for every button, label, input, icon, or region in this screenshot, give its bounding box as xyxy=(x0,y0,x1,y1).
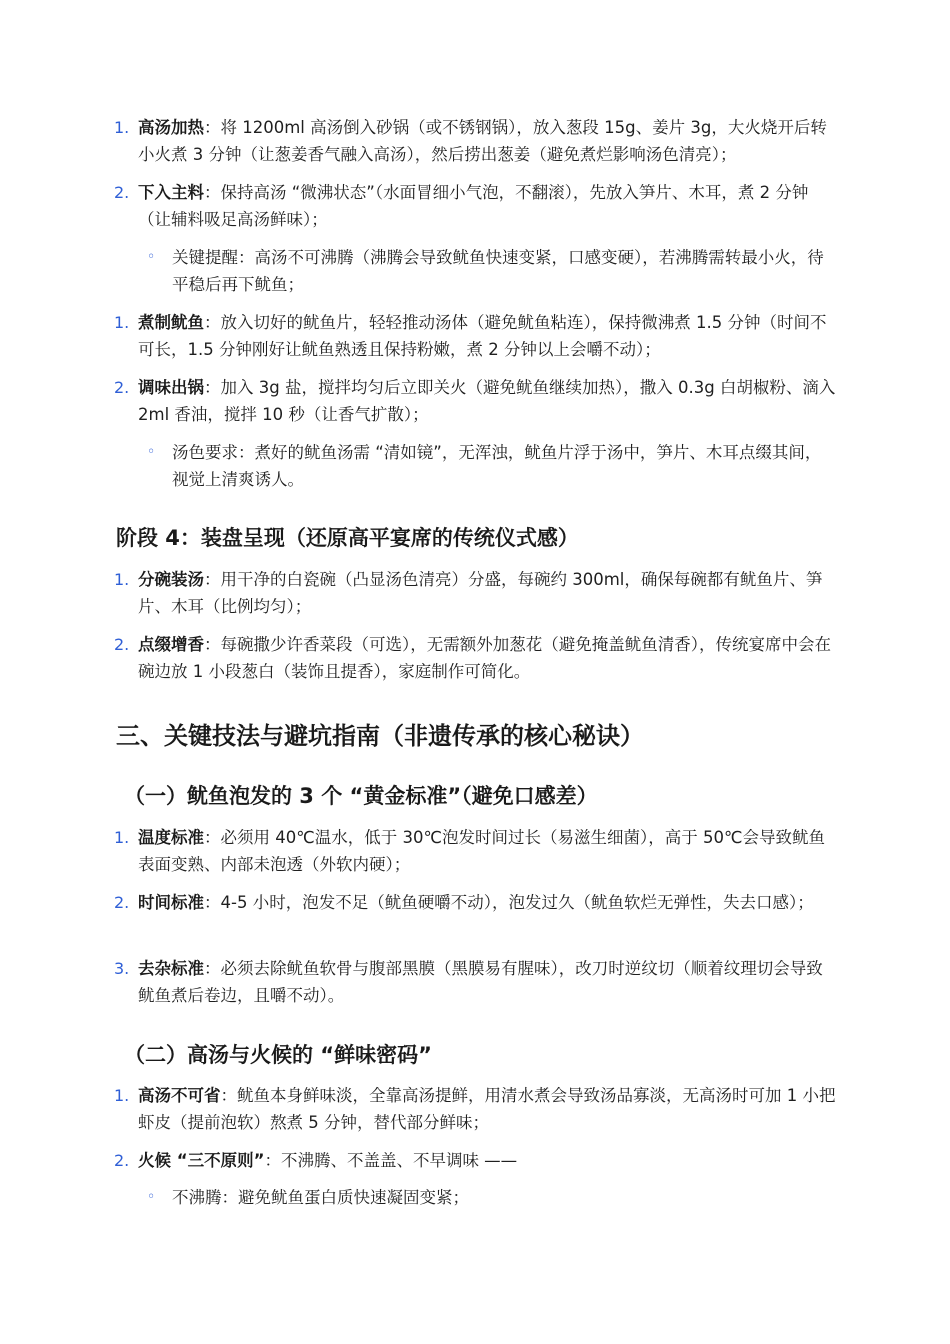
item-title: 高汤加热 xyxy=(138,118,204,137)
item-text: ：每碗撒少许香菜段（可选），无需额外加葱花（避免掩盖鱿鱼清香），传统宴席中会在碗边放 1 小段葱白（装饰且提香），家庭制作可简化。 xyxy=(138,635,831,681)
item-title: 温度标准 xyxy=(138,828,204,847)
list-item xyxy=(114,1147,838,1174)
list-item xyxy=(114,889,838,916)
item-text: ：保持高汤 “微沸状态”（水面冒细小气泡，不翻滚），先放入笋片、木耳，煮 2 分钟（让辅料吸足高汤鲜味）； xyxy=(138,183,809,229)
list-number: 2. xyxy=(114,183,130,202)
item-text: ：将 1200ml 高汤倒入砂锅（或不锈钢锅），放入葱段 15g、姜片 3g，大火烧开后转小火煮 3 分钟（让葱姜香气融入高汤），然后捞出葱姜（避免煮烂影响汤色清亮）； xyxy=(138,118,827,164)
sub-bullet-item xyxy=(147,1184,832,1211)
item-title: 火候 “三不原则” xyxy=(138,1151,265,1170)
list-item xyxy=(114,374,838,428)
list-item xyxy=(114,179,838,233)
bullet-icon: ◦ xyxy=(147,249,156,265)
item-title: 煮制鱿鱼 xyxy=(138,313,204,332)
bullet-icon: ◦ xyxy=(147,444,156,460)
item-text: ：鱿鱼本身鲜味淡，全靠高汤提鲜，用清水煮会导致汤品寡淡，无高汤时可加 1 小把虾皮（提前泡软）熬煮 5 分钟，替代部分鲜味； xyxy=(138,1086,836,1132)
bullet-icon: ◦ xyxy=(147,1189,156,1205)
note-text: 汤色要求：煮好的鱿鱼汤需 “清如镜”，无浑浊，鱿鱼片浮于汤中，笋片、木耳点缀其间，视觉上清爽诱人。 xyxy=(172,443,822,489)
item-text: ：放入切好的鱿鱼片，轻轻推动汤体（避免鱿鱼粘连），保持微沸煮 1.5 分钟（时间不可长，1.5 分钟刚好让鱿鱼熟透且保持粉嫩，煮 2 分钟以上会嚼不动）； xyxy=(138,313,827,359)
list-item xyxy=(114,955,838,1009)
list-number: 2. xyxy=(114,635,130,654)
list-number: 2. xyxy=(114,378,130,397)
list-item xyxy=(114,566,838,620)
sub-bullet-item xyxy=(147,439,832,493)
list-number: 2. xyxy=(114,893,130,912)
list-item xyxy=(114,824,838,878)
item-title: 调味出锅 xyxy=(138,378,204,397)
item-title: 时间标准 xyxy=(138,893,204,912)
section-heading: 三、关键技法与避坑指南（非遗传承的核心秘诀） xyxy=(116,722,644,750)
subsection-heading: （一）鱿鱼泡发的 3 个 “黄金标准”（避免口感差） xyxy=(124,784,598,808)
list-number: 1. xyxy=(114,1086,130,1105)
list-number: 1. xyxy=(114,828,130,847)
item-title: 下入主料 xyxy=(138,183,204,202)
list-item xyxy=(114,1082,838,1136)
item-text: ：必须去除鱿鱼软骨与腹部黑膜（黑膜易有腥味），改刀时逆纹切（顺着纹理切会导致鱿鱼煮后卷边，且嚼不动）。 xyxy=(138,959,823,1005)
stage-heading: 阶段 4：装盘呈现（还原高平宴席的传统仪式感） xyxy=(116,526,579,550)
item-text: ：用干净的白瓷碗（凸显汤色清亮）分盛，每碗约 300ml，确保每碗都有鱿鱼片、笋片、木耳（比例均匀）； xyxy=(138,570,823,616)
list-number: 2. xyxy=(114,1151,130,1170)
item-text: ：加入 3g 盐，搅拌均匀后立即关火（避免鱿鱼继续加热），撒入 0.3g 白胡椒粉、滴入 2ml 香油，搅拌 10 秒（让香气扩散）； xyxy=(138,378,836,424)
item-title: 点缀增香 xyxy=(138,635,204,654)
item-title: 去杂标准 xyxy=(138,959,204,978)
item-text: ：不沸腾、不盖盖、不早调味 —— xyxy=(264,1151,518,1170)
note-text: 关键提醒：高汤不可沸腾（沸腾会导致鱿鱼快速变紧，口感变硬），若沸腾需转最小火，待平稳后再下鱿鱼； xyxy=(172,248,824,294)
list-number: 1. xyxy=(114,570,130,589)
list-item xyxy=(114,114,838,168)
subsection-heading: （二）高汤与火候的 “鲜味密码” xyxy=(124,1043,432,1067)
item-title: 分碗装汤 xyxy=(138,570,204,589)
list-number: 1. xyxy=(114,118,130,137)
list-item xyxy=(114,631,838,685)
item-title: 高汤不可省 xyxy=(138,1086,221,1105)
sub-bullet-item xyxy=(147,244,832,298)
note-text: 不沸腾：避免鱿鱼蛋白质快速凝固变紧； xyxy=(172,1188,469,1207)
list-number: 1. xyxy=(114,313,130,332)
item-text: ：4-5 小时，泡发不足（鱿鱼硬嚼不动），泡发过久（鱿鱼软烂无弹性，失去口感）； xyxy=(204,893,814,912)
item-text: ：必须用 40℃温水，低于 30℃泡发时间过长（易滋生细菌），高于 50℃会导致鱿鱼表面变熟、内部未泡透（外软内硬）； xyxy=(138,828,826,874)
list-item xyxy=(114,309,838,363)
list-number: 3. xyxy=(114,959,130,978)
